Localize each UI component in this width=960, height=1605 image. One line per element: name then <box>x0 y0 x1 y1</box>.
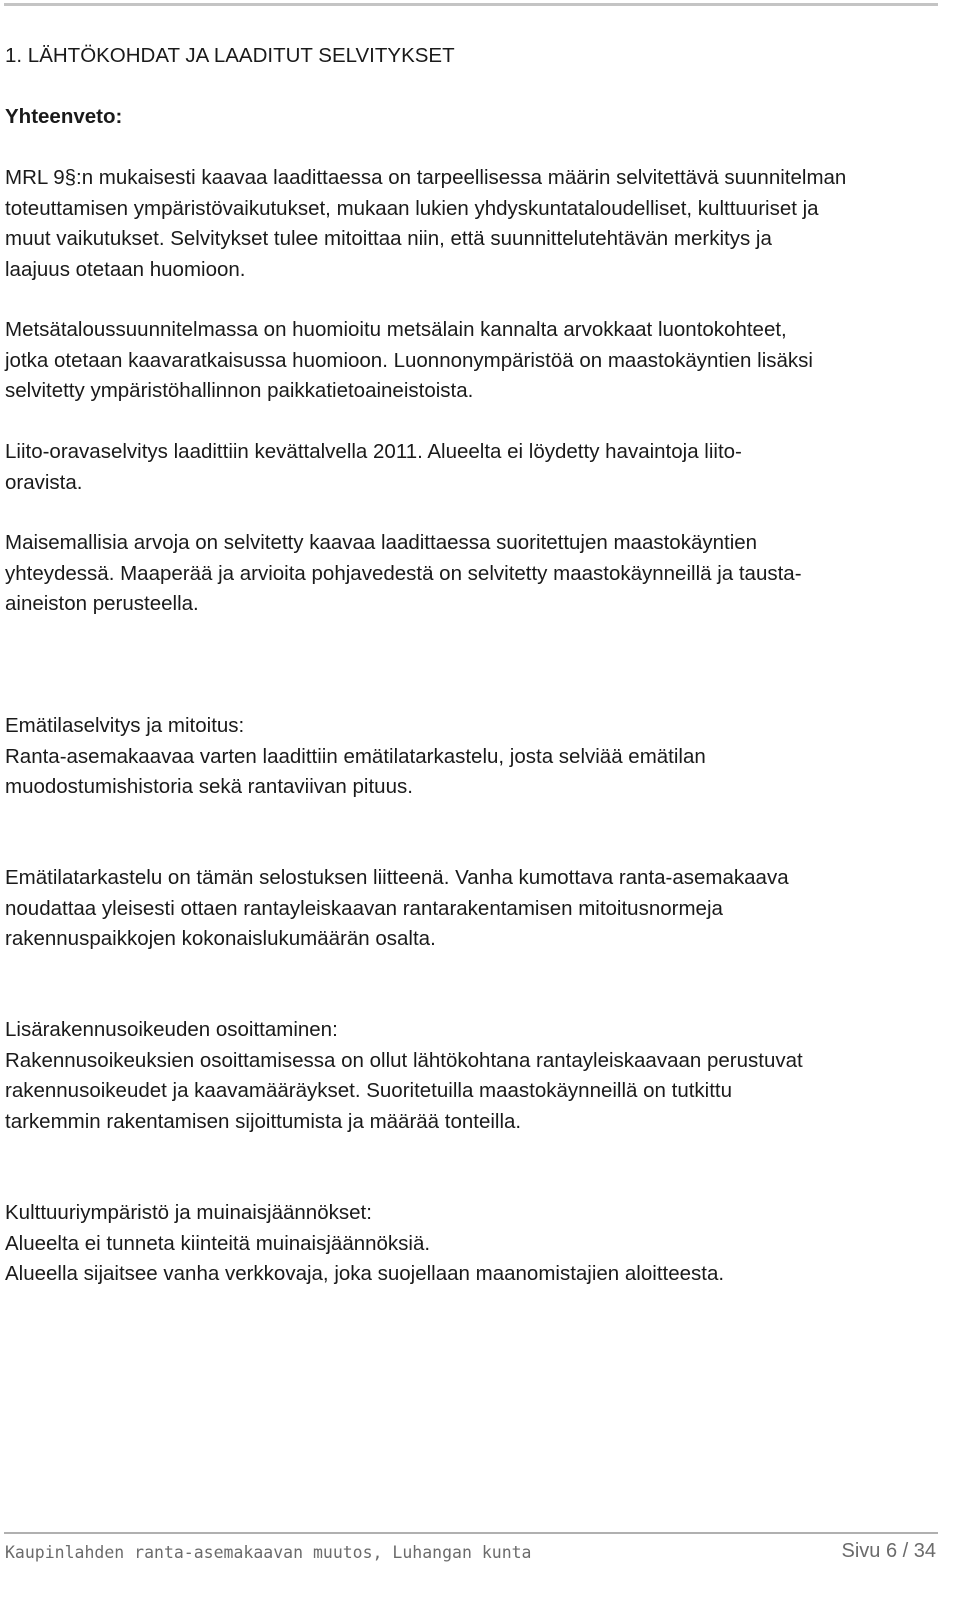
text-line: Liito-oravaselvitys laadittiin kevättalvella 2011. Alueelta ei löydetty havaintoja liito- <box>5 440 742 463</box>
paragraph-mrl <box>5 163 940 285</box>
text-line: Maisemallisia arvoja on selvitetty kaavaa laadittaessa suoritettujen maastokäyntien <box>5 531 758 554</box>
paragraph-forestry <box>5 315 940 407</box>
text-line: toteuttamisen ympäristövaikutukset, mukaan lukien yhdyskuntataloudelliset, kulttuuriset ja <box>5 196 819 220</box>
top-divider <box>4 3 938 6</box>
text-line: oravista. <box>5 470 83 494</box>
text-line: noudattaa yleisesti ottaen rantayleiskaavan rantarakentamisen mitoitusnormeja <box>5 896 723 920</box>
footer-document-title: Kaupinlahden ranta-asemakaavan muutos, Luhangan kunta <box>5 1543 532 1562</box>
text-line: tarkemmin rakentamisen sijoittumista ja määrää tonteilla. <box>5 1109 522 1133</box>
text-line: Alueelta ei tunneta kiinteitä muinaisjäännöksiä. <box>5 1231 431 1255</box>
text-line: selvitetty ympäristöhallinnon paikkatietoaineistoista. <box>5 379 474 402</box>
subheading: Lisärakennusoikeuden osoittaminen: <box>5 1018 338 1041</box>
text-line: MRL 9§:n mukaisesti kaavaa laadittaessa on tarpeellisessa määrin selvitettävä suunnitelman <box>5 166 847 189</box>
text-line: jotka otetaan kaavaratkaisussa huomioon. Luonnonympäristöä on maastokäyntien lisäksi <box>5 348 813 372</box>
text-line: Ranta-asemakaavaa varten laadittiin emätilatarkastelu, josta selviää emätilan <box>5 744 706 768</box>
footer-divider <box>4 1532 938 1534</box>
text-line: yhteydessä. Maaperää ja arvioita pohjavedestä on selvitetty maastokäynneillä ja tausta- <box>5 561 802 585</box>
text-line: rakennusoikeudet ja kaavamääräykset. Suoritetuilla maastokäynneillä on tutkittu <box>5 1079 733 1102</box>
paragraph-landscape <box>5 528 940 620</box>
section-title: 1. LÄHTÖKOHDAT JA LAADITUT SELVITYKSET <box>5 44 455 67</box>
text-line: muodostumishistoria sekä rantaviivan pituus. <box>5 775 413 798</box>
text-line: Metsätaloussuunnitelmassa on huomioitu metsälain kannalta arvokkaat luontokohteet, <box>5 318 787 341</box>
footer-page-number: Sivu 6 / 34 <box>841 1540 936 1562</box>
text-line: Emätilatarkastelu on tämän selostuksen liitteenä. Vanha kumottava ranta-asemakaava <box>5 866 789 889</box>
text-line: Rakennusoikeuksien osoittamisessa on ollut lähtökohtana rantayleiskaavaan perustuvat <box>5 1048 803 1072</box>
paragraph-building-rights <box>5 1015 940 1137</box>
text-line: aineiston perusteella. <box>5 592 199 615</box>
text-line: muut vaikutukset. Selvitykset tulee mitoittaa niin, että suunnittelutehtävän merkitys ja <box>5 227 772 250</box>
paragraph-flying-squirrel <box>5 437 940 498</box>
subheading: Kulttuuriympäristö ja muinaisjäännökset: <box>5 1201 372 1224</box>
paragraph-cultural-heritage <box>5 1198 940 1290</box>
text-line: Alueella sijaitsee vanha verkkovaja, joka suojellaan maanomistajien aloitteesta. <box>5 1262 725 1285</box>
paragraph-parent-estate <box>5 711 940 803</box>
text-line: laajuus otetaan huomioon. <box>5 257 246 281</box>
paragraph-estate-review <box>5 863 940 955</box>
text-line: rakennuspaikkojen kokonaislukumäärän osalta. <box>5 927 436 950</box>
subheading: Emätilaselvitys ja mitoitus: <box>5 714 245 737</box>
summary-heading: Yhteenveto: <box>5 105 123 128</box>
